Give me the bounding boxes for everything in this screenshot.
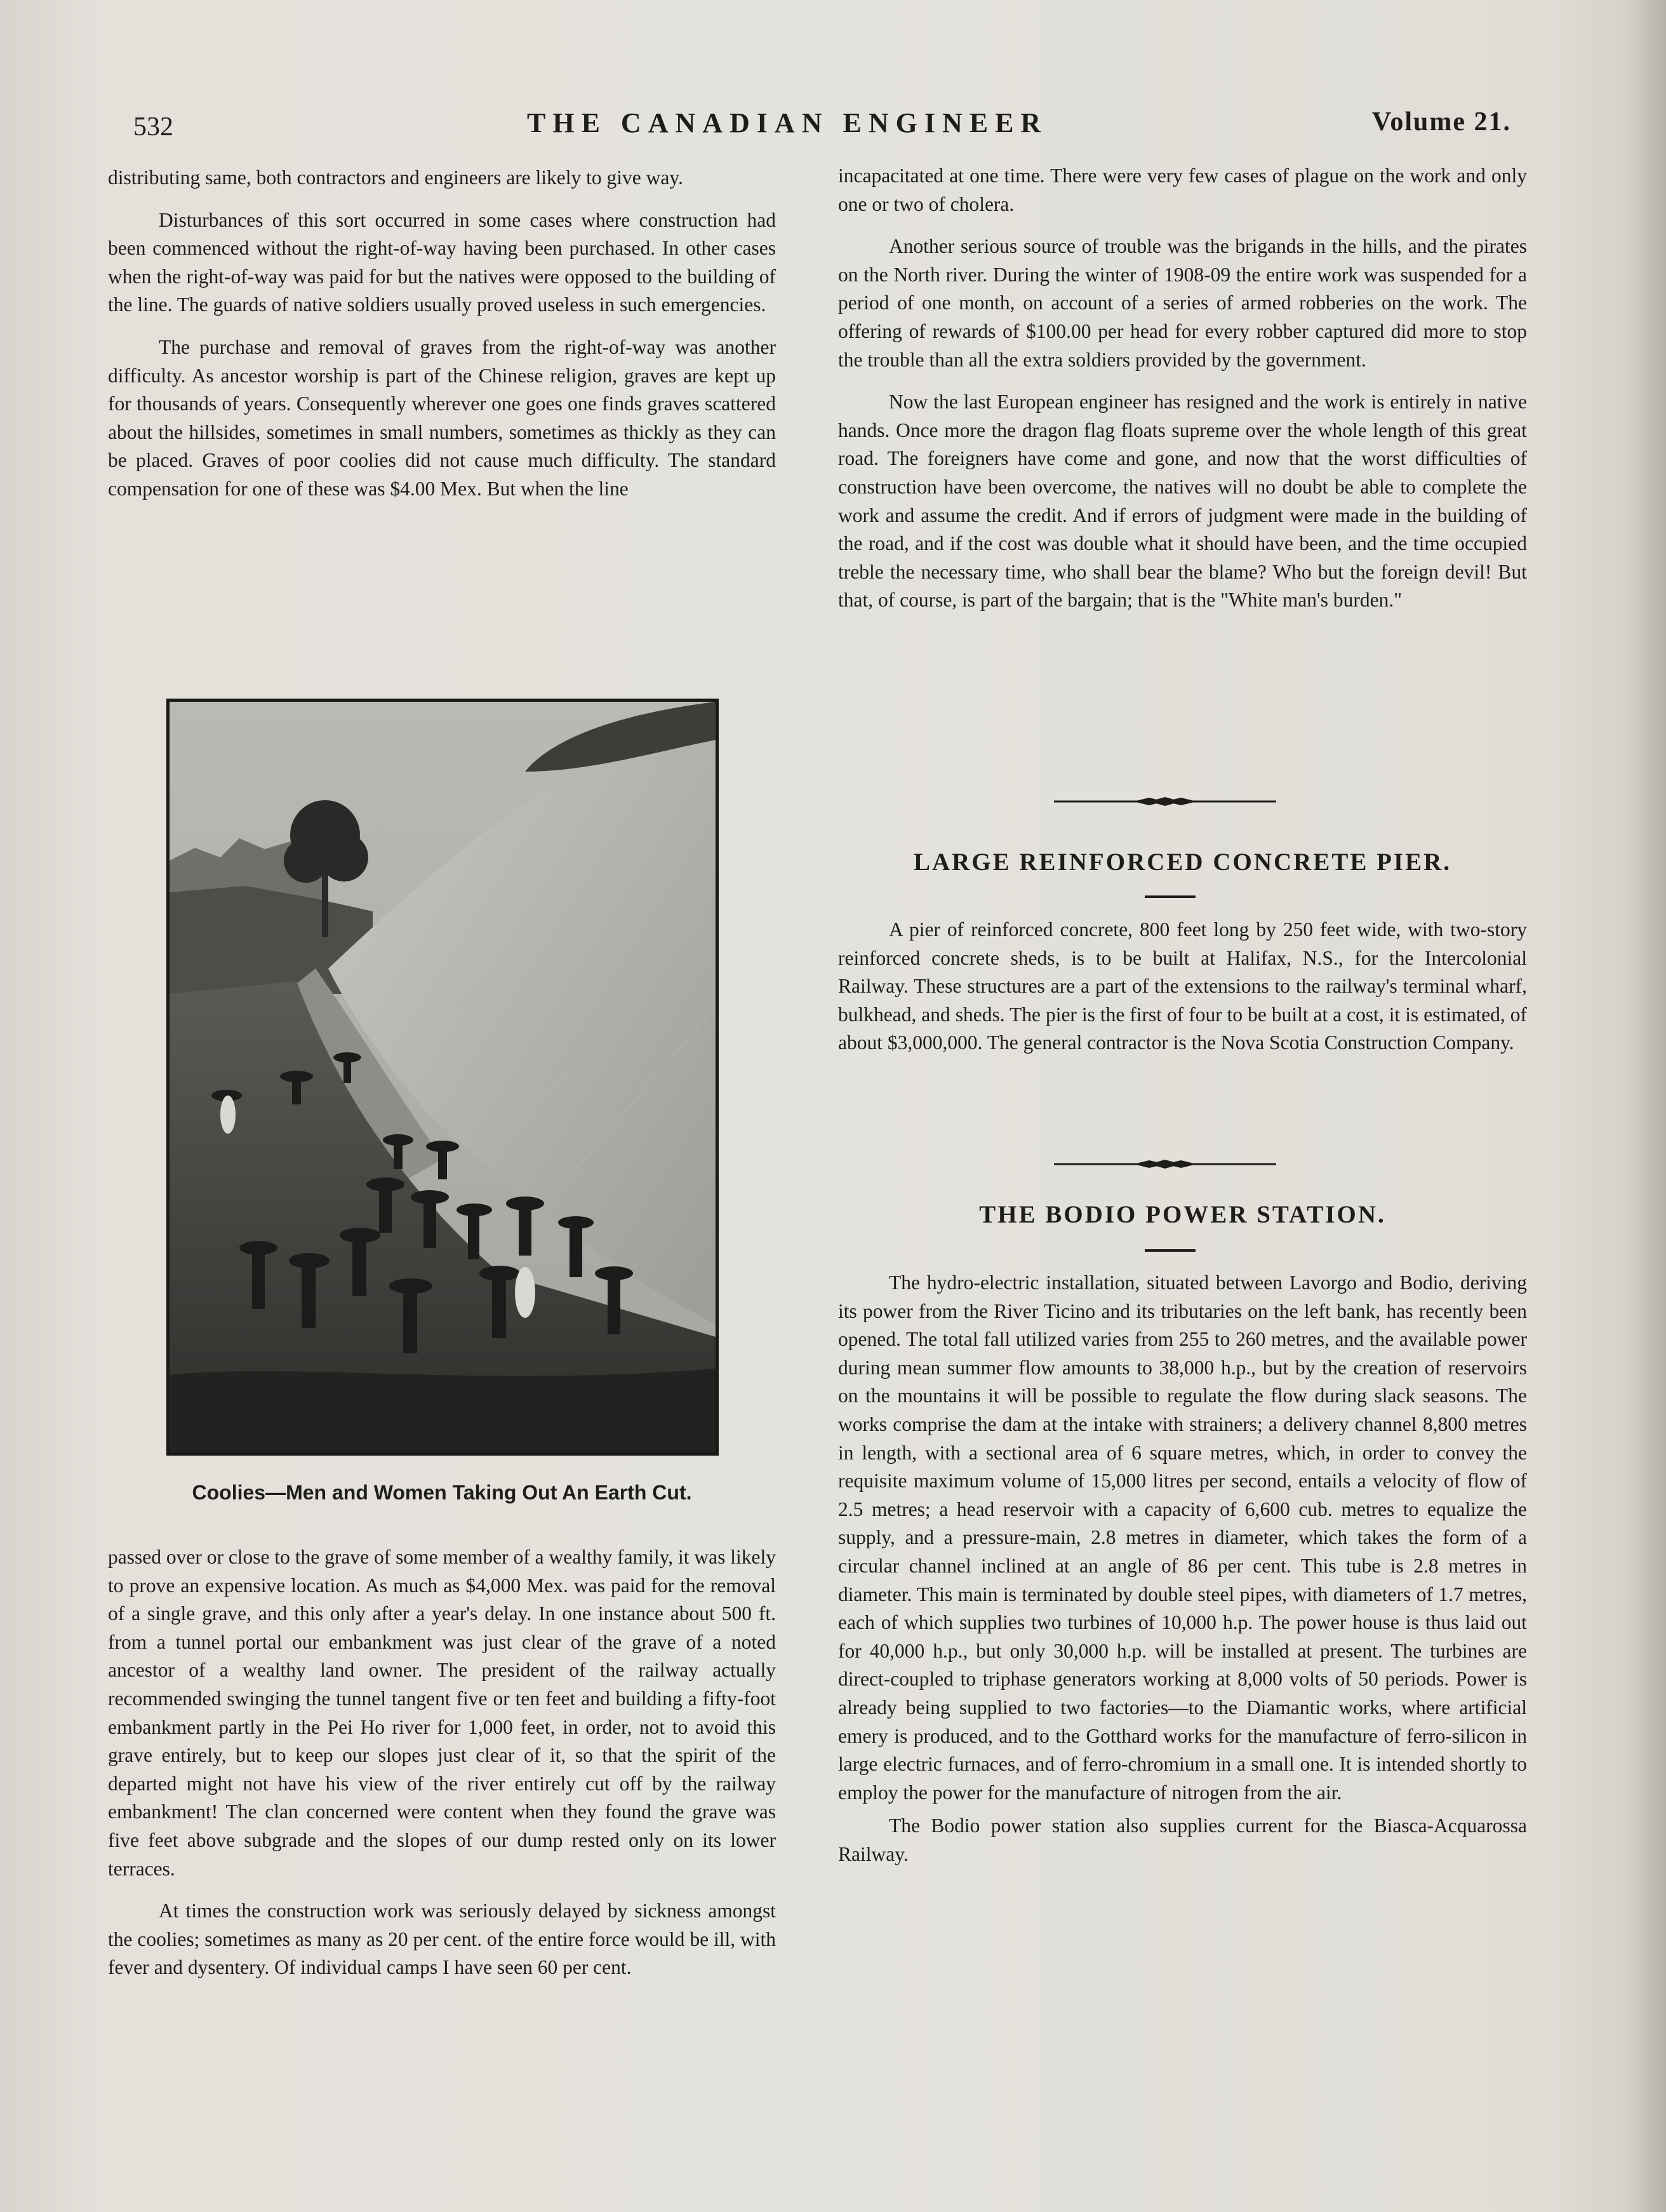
paragraph: Another serious source of trouble was the brigands in the hills, and the pirates on the North river. During the winter of 1908-09 the entire work was suspended for a period of one month, on account of a series of armed robberies on the work. The offering of rewards of $100.00 per head for every robber captured did more to stop the trouble than all the extra soldiers provided by the government. [838, 235, 1527, 371]
page-number: 532 [133, 112, 173, 142]
earth-cut-photo [170, 702, 716, 1452]
section-ornament [1054, 1158, 1276, 1170]
pier-article [838, 916, 1527, 1057]
paragraph: Now the last European engineer has resigned and the work is entirely in native hands. Once more the dragon flag floats supreme over the whole length of this great road. The foreigners have come and gone, and now that the worst difficulties of construction have been overcome, the natives will no doubt be able to complete the work and assume the credit. And if errors of judgment were made in the building of the road, and if the cost was double what it should have been, and the time occupied treble the necessary time, who shall bear the blame? Who but the foreign devil! But that, of course, is part of the bargain; that is the "White man's burden." [838, 391, 1527, 612]
paragraph: The Bodio power station also supplies current for the Biasca-Acquarossa Railway. [838, 1814, 1527, 1865]
bodio-heading: THE BODIO POWER STATION. [979, 1201, 1386, 1228]
left-column-top [108, 164, 776, 504]
bodio-article [838, 1269, 1527, 1868]
paragraph: The hydro-electric installation, situated between Lavorgo and Bodio, deriving its power from the River Ticino and its tributaries on the left bank, has recently been opened. The total fall utilized varies from 255 to 260 metres, and the available power during mean summer flow amounts to 38,000 h.p., but by the creation of reservoirs on the mountains it will be possible to regulate the flow during slack seasons. The works comprise the dam at the intake with strainers; a delivery channel 8,800 metres in length, with a sectional area of 6 square metres, which, in order to convey the requisite maximum volume of 15,000 litres per second, entails a velocity of flow of 2.5 metres; a head reservoir with a capacity of 6,600 cub. metres to equalize the supply, and a pressure-main, 2.8 metres in diameter, which takes the form of a circular channel inclined at an angle of 86 per cent. This tube is 2.8 metres in diameter. This main is terminated by double steel pipes, with diameters of 1.7 metres, each of which supplies two turbines of 10,000 h.p. The power house is thus laid out for 40,000 h.p., but only 30,000 h.p. will be installed at present. The turbines are direct-coupled to triphase generators working at 8,000 volts of 50 periods. Power is already being supplied to two factories—to the Diamantic works, where artificial emery is produced, and to the Gotthard works for the manufacture of ferro-silicon in large electric furnaces, and of ferro-chromium in a small one. It is intended shortly to employ the power for the manufacture of nitrogen from the air. [838, 1271, 1527, 1804]
left-column-bottom [108, 1543, 776, 1982]
page-header [133, 107, 1511, 145]
volume-label: Volume 21. [1371, 107, 1511, 137]
binding-shadow [1628, 0, 1666, 2212]
heading-rule [1145, 1249, 1196, 1252]
paragraph: At times the construction work was seriously delayed by sickness amongst the coolies; sometimes as many as 20 per cent. of the entire force would be ill, with fever and dysentery. Of individual camps I have seen 60 per cent. [108, 1900, 776, 1979]
photograph-earth-cut [166, 699, 719, 1456]
heading-rule [1145, 895, 1196, 898]
paragraph: The purchase and removal of graves from the right-of-way was another difficulty. As ancestor worship is part of the Chinese religion, graves are kept up for thousands of years. Consequently wherever one goes one finds graves scattered about the hillsides, sometimes in small numbers, sometimes as thickly as they can be placed. Graves of poor coolies did not cause much difficulty. The standard compensation for one of these was $4.00 Mex. But when the line [108, 335, 776, 500]
paragraph: incapacitated at one time. There were very few cases of plague on the work and only one or two of cholera. [838, 164, 1527, 215]
right-column-top [838, 162, 1527, 615]
figure-caption: Coolies—Men and Women Taking Out An Earth Cut. [192, 1481, 692, 1504]
pier-heading: LARGE REINFORCED CONCRETE PIER. [913, 848, 1452, 876]
paragraph: Disturbances of this sort occurred in some cases where construction had been commenced without the right-of-way having been purchased. In other cases when the right-of-way was paid for but the natives were opposed to the building of the line. The guards of native soldiers usually proved useless in such emergencies. [108, 208, 776, 316]
section-ornament [1054, 795, 1276, 808]
journal-title: THE CANADIAN ENGINEER [527, 107, 1048, 138]
paragraph: distributing same, both contractors and engineers are likely to give way. [108, 166, 683, 189]
paragraph: A pier of reinforced concrete, 800 feet long by 250 feet wide, with two-story reinforced concrete sheds, is to be built at Halifax, N.S., for the Intercolonial Railway. These structures are a part of the extensions to the railway's terminal wharf, bulkhead, and sheds. The pier is the first of four to be built at a cost, it is estimated, of about $3,000,000. The general contractor is the Nova Scotia Construction Company. [838, 918, 1527, 1054]
paragraph: passed over or close to the grave of some member of a wealthy family, it was likely to prove an expensive location. As much as $4,000 Mex. was paid for the removal of a single grave, and this only after a year's delay. In one instance about 500 ft. from a tunnel portal our embankment was just clear of the grave of a noted ancestor of a wealthy land owner. The president of the railway actually recommended swinging the tunnel tangent five or ten feet and building a fifty-foot embankment partly in the Pei Ho river for 1,000 feet, in order, not to avoid this grave entirely, but to keep our slopes just clear of it, so that the spirit of the departed might not have his view of the river entirely cut off by the railway embankment! The clan concerned were content when they found the grave was five feet above subgrade and the slopes of our dump rested only on its lower terraces. [108, 1546, 776, 1880]
